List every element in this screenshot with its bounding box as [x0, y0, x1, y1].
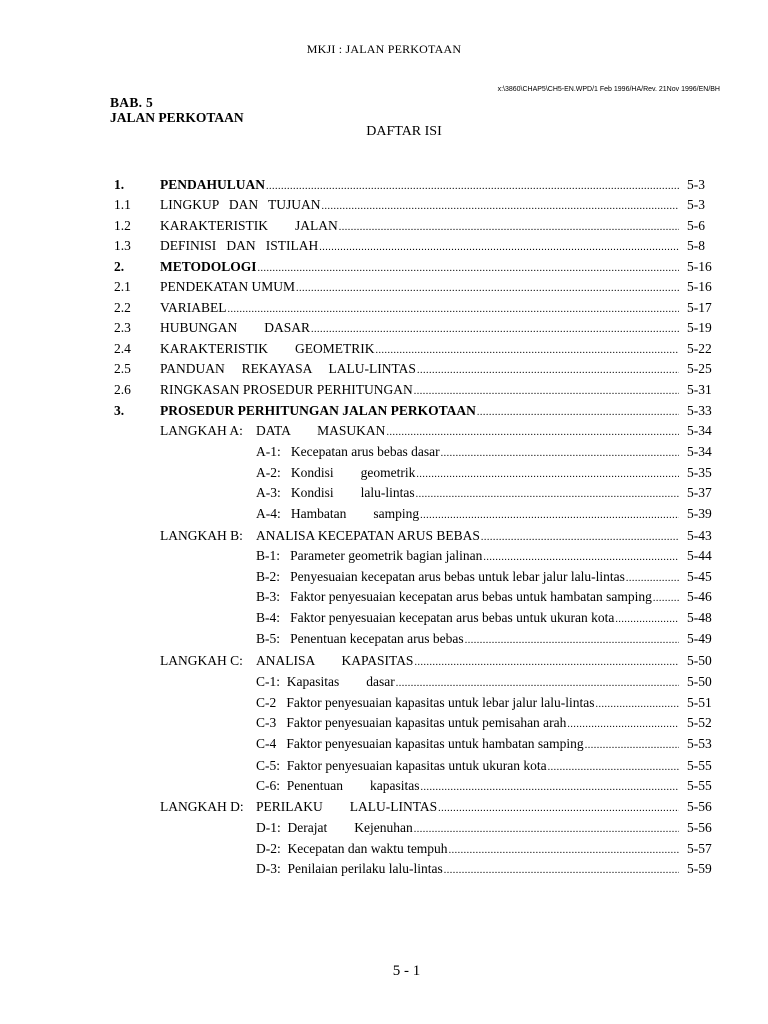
toc-entry-page: 5-48	[687, 610, 712, 625]
toc-entry[interactable]	[0, 818, 768, 838]
toc-heading: DAFTAR ISI	[366, 124, 442, 139]
toc-entry-number: 2.2	[114, 300, 131, 315]
toc-entry-page: 5-16	[687, 259, 712, 274]
toc-entry-number: 1.3	[114, 238, 131, 253]
toc-entry-title: ANALISA KAPASITAS	[256, 653, 414, 668]
toc-entry-title: ANALISA KECEPATAN ARUS BEBAS	[256, 528, 480, 543]
toc-entry-page: 5-19	[687, 320, 712, 335]
toc-entry-title: A-3: Kondisi lalu-lintas	[256, 485, 415, 500]
toc-leader-dots	[319, 238, 679, 258]
toc-leader-dots	[615, 610, 679, 630]
toc-entry-number: 1.2	[114, 218, 131, 233]
toc-leader-dots	[414, 382, 679, 402]
toc-entry[interactable]	[0, 216, 768, 236]
toc-entry-number: 2.4	[114, 341, 131, 356]
toc-entry-page: 5-55	[687, 778, 712, 793]
toc-leader-dots	[311, 320, 679, 340]
toc-entry-page: 5-50	[687, 674, 712, 689]
toc-entry-title: PROSEDUR PERHITUNGAN JALAN PERKOTAAN	[160, 403, 476, 418]
toc-entry[interactable]	[0, 236, 768, 256]
toc-entry[interactable]	[0, 587, 768, 607]
toc-entry-title: A-2: Kondisi geometrik	[256, 465, 416, 480]
toc-leader-dots	[465, 631, 679, 651]
toc-entry-title: B-5: Penentuan kecepatan arus bebas	[256, 631, 464, 646]
toc-entry-page: 5-45	[687, 569, 712, 584]
toc-entry-title: C-6: Penentuan kapasitas	[256, 778, 420, 793]
toc-entry[interactable]	[0, 526, 768, 546]
toc-entry-title: VARIABEL	[160, 300, 227, 315]
toc-leader-dots	[596, 695, 679, 715]
file-path: x:\3860\CHAP5\CH5-EN.WPD/1 Feb 1996/HA/Rev. 21Nov 1996/EN/BH	[497, 86, 720, 93]
toc-entry-page: 5-53	[687, 736, 712, 751]
toc-leader-dots	[386, 423, 679, 443]
toc-entry-page: 5-6	[687, 218, 705, 233]
toc-entry-page: 5-34	[687, 423, 712, 438]
toc-entry-title: A-4: Hambatan samping	[256, 506, 420, 521]
toc-entry[interactable]	[0, 277, 768, 297]
toc-leader-dots	[228, 300, 679, 320]
toc-leader-dots	[626, 569, 679, 589]
toc-entry-title: C-3 Faktor penyesuaian kapasitas untuk pemisahan arah	[256, 715, 567, 730]
toc-entry-title: PENDAHULUAN	[160, 177, 266, 192]
toc-leader-dots	[653, 589, 679, 609]
toc-entry-page: 5-52	[687, 715, 712, 730]
toc-entry-title: METODOLOGI	[160, 259, 257, 274]
toc-entry-title: KARAKTERISTIK GEOMETRIK	[160, 341, 375, 356]
toc-entry[interactable]	[0, 442, 768, 462]
toc-entry-number: 1.	[114, 177, 125, 192]
toc-entry-page: 5-59	[687, 861, 712, 876]
toc-entry-page: 5-17	[687, 300, 712, 315]
toc-entry[interactable]	[0, 401, 768, 421]
toc-entry[interactable]	[0, 463, 768, 483]
toc-entry[interactable]	[0, 175, 768, 195]
toc-step-label: LANGKAH C:	[160, 653, 243, 668]
toc-entry-page: 5-46	[687, 589, 712, 604]
toc-entry-page: 5-31	[687, 382, 712, 397]
toc-leader-dots	[414, 653, 679, 673]
toc-leader-dots	[416, 485, 679, 505]
toc-leader-dots	[420, 506, 679, 526]
toc-entry-title: B-3: Faktor penyesuaian kecepatan arus bebas untuk hambatan samping	[256, 589, 652, 604]
toc-entry-title: C-2 Faktor penyesuaian kapasitas untuk lebar jalur lalu-lintas	[256, 695, 595, 710]
toc-entry-number: 2.1	[114, 279, 131, 294]
toc-step-label: LANGKAH A:	[160, 423, 243, 438]
chapter-title: JALAN PERKOTAAN	[110, 110, 244, 125]
toc-entry-title: D-1: Derajat Kejenuhan	[256, 820, 413, 835]
toc-leader-dots	[339, 218, 679, 238]
toc-entry-page: 5-43	[687, 528, 712, 543]
toc-entry[interactable]	[0, 797, 768, 817]
toc-entry-page: 5-35	[687, 465, 712, 480]
toc-entry-number: 1.1	[114, 197, 131, 212]
toc-step-label: LANGKAH B:	[160, 528, 243, 543]
toc-leader-dots	[416, 465, 679, 485]
toc-leader-dots	[483, 548, 679, 568]
toc-entry[interactable]	[0, 839, 768, 859]
toc-entry-page: 5-57	[687, 841, 712, 856]
toc-leader-dots	[481, 528, 679, 548]
page-number: 5 - 1	[392, 963, 421, 979]
toc-leader-dots	[441, 444, 679, 464]
toc-entry-page: 5-16	[687, 279, 712, 294]
toc-entry-page: 5-37	[687, 485, 712, 500]
toc-entry[interactable]	[0, 318, 768, 338]
toc-leader-dots	[444, 861, 679, 881]
toc-entry-number: 2.3	[114, 320, 131, 335]
toc-entry-title: PERILAKU LALU-LINTAS	[256, 799, 438, 814]
chapter-number: BAB. 5	[110, 95, 154, 110]
toc-leader-dots	[449, 841, 679, 861]
toc-entry-page: 5-33	[687, 403, 712, 418]
toc-leader-dots	[258, 259, 679, 279]
toc-entry-title: LINGKUP DAN TUJUAN	[160, 197, 321, 212]
toc-entry-title: B-1: Parameter geometrik bagian jalinan	[256, 548, 483, 563]
toc-leader-dots	[548, 758, 679, 778]
toc-entry[interactable]	[0, 713, 768, 733]
toc-entry-number: 3.	[114, 403, 125, 418]
toc-entry[interactable]	[0, 504, 768, 524]
toc-entry-page: 5-3	[687, 177, 705, 192]
toc-entry-page: 5-56	[687, 799, 712, 814]
toc-leader-dots	[585, 736, 679, 756]
toc-entry-title: DEFINISI DAN ISTILAH	[160, 238, 319, 253]
toc-entry-page: 5-25	[687, 361, 712, 376]
toc-entry[interactable]	[0, 359, 768, 379]
toc-entry-page: 5-51	[687, 695, 712, 710]
toc-entry[interactable]	[0, 756, 768, 776]
toc-entry-title: B-4: Faktor penyesuaian kecepatan arus bebas untuk ukuran kota	[256, 610, 615, 625]
toc-entry-page: 5-8	[687, 238, 705, 253]
toc-entry-title: C-1: Kapasitas dasar	[256, 674, 395, 689]
toc-entry-title: RINGKASAN PROSEDUR PERHITUNGAN	[160, 382, 413, 397]
toc-leader-dots	[417, 361, 679, 381]
toc-entry-page: 5-22	[687, 341, 712, 356]
toc-entry-title: C-5: Faktor penyesuaian kapasitas untuk ukuran kota	[256, 758, 547, 773]
toc-entry[interactable]	[0, 421, 768, 441]
toc-entry-page: 5-34	[687, 444, 712, 459]
toc-entry[interactable]	[0, 672, 768, 692]
toc-entry[interactable]	[0, 380, 768, 400]
toc-leader-dots	[567, 715, 679, 735]
toc-entry[interactable]	[0, 567, 768, 587]
toc-entry-page: 5-55	[687, 758, 712, 773]
running-header: MKJI : JALAN PERKOTAAN	[306, 42, 462, 56]
toc-entry[interactable]	[0, 629, 768, 649]
toc-entry[interactable]	[0, 257, 768, 277]
toc-entry[interactable]	[0, 776, 768, 796]
toc-entry-page: 5-39	[687, 506, 712, 521]
toc-entry-number: 2.	[114, 259, 125, 274]
toc-leader-dots	[396, 674, 679, 694]
toc-entry-title: PENDEKATAN UMUM	[160, 279, 296, 294]
toc-entry[interactable]	[0, 651, 768, 671]
toc-leader-dots	[266, 177, 679, 197]
toc-entry-title: KARAKTERISTIK JALAN	[160, 218, 338, 233]
toc-entry[interactable]	[0, 483, 768, 503]
toc-leader-dots	[322, 197, 680, 217]
toc-leader-dots	[477, 403, 679, 423]
toc-entry-title: A-1: Kecepatan arus bebas dasar	[256, 444, 440, 459]
toc-entry-title: C-4 Faktor penyesuaian kapasitas untuk hambatan samping	[256, 736, 584, 751]
toc-entry[interactable]	[0, 859, 768, 879]
toc-entry[interactable]	[0, 734, 768, 754]
toc-step-label: LANGKAH D:	[160, 799, 244, 814]
toc-leader-dots	[420, 778, 679, 798]
toc-entry-number: 2.6	[114, 382, 131, 397]
toc-entry[interactable]	[0, 693, 768, 713]
toc-entry-number: 2.5	[114, 361, 131, 376]
toc-entry-page: 5-49	[687, 631, 712, 646]
toc-entry-title: D-3: Penilaian perilaku lalu-lintas	[256, 861, 443, 876]
toc-entry-title: DATA MASUKAN	[256, 423, 386, 438]
toc-entry[interactable]	[0, 546, 768, 566]
toc-leader-dots	[375, 341, 679, 361]
toc-leader-dots	[296, 279, 679, 299]
toc-entry-title: B-2: Penyesuaian kecepatan arus bebas untuk lebar jalur lalu-lintas	[256, 569, 625, 584]
toc-entry-page: 5-50	[687, 653, 712, 668]
toc-entry-title: D-2: Kecepatan dan waktu tempuh	[256, 841, 448, 856]
toc-leader-dots	[438, 799, 679, 819]
toc-entry-title: PANDUAN REKAYASA LALU-LINTAS	[160, 361, 416, 376]
toc-entry-page: 5-44	[687, 548, 712, 563]
toc-entry-page: 5-56	[687, 820, 712, 835]
toc-entry[interactable]	[0, 195, 768, 215]
toc-entry-page: 5-3	[687, 197, 705, 212]
toc-entry[interactable]	[0, 608, 768, 628]
toc-entry-title: HUBUNGAN DASAR	[160, 320, 311, 335]
toc-entry[interactable]	[0, 298, 768, 318]
toc-entry[interactable]	[0, 339, 768, 359]
toc-leader-dots	[414, 820, 679, 840]
